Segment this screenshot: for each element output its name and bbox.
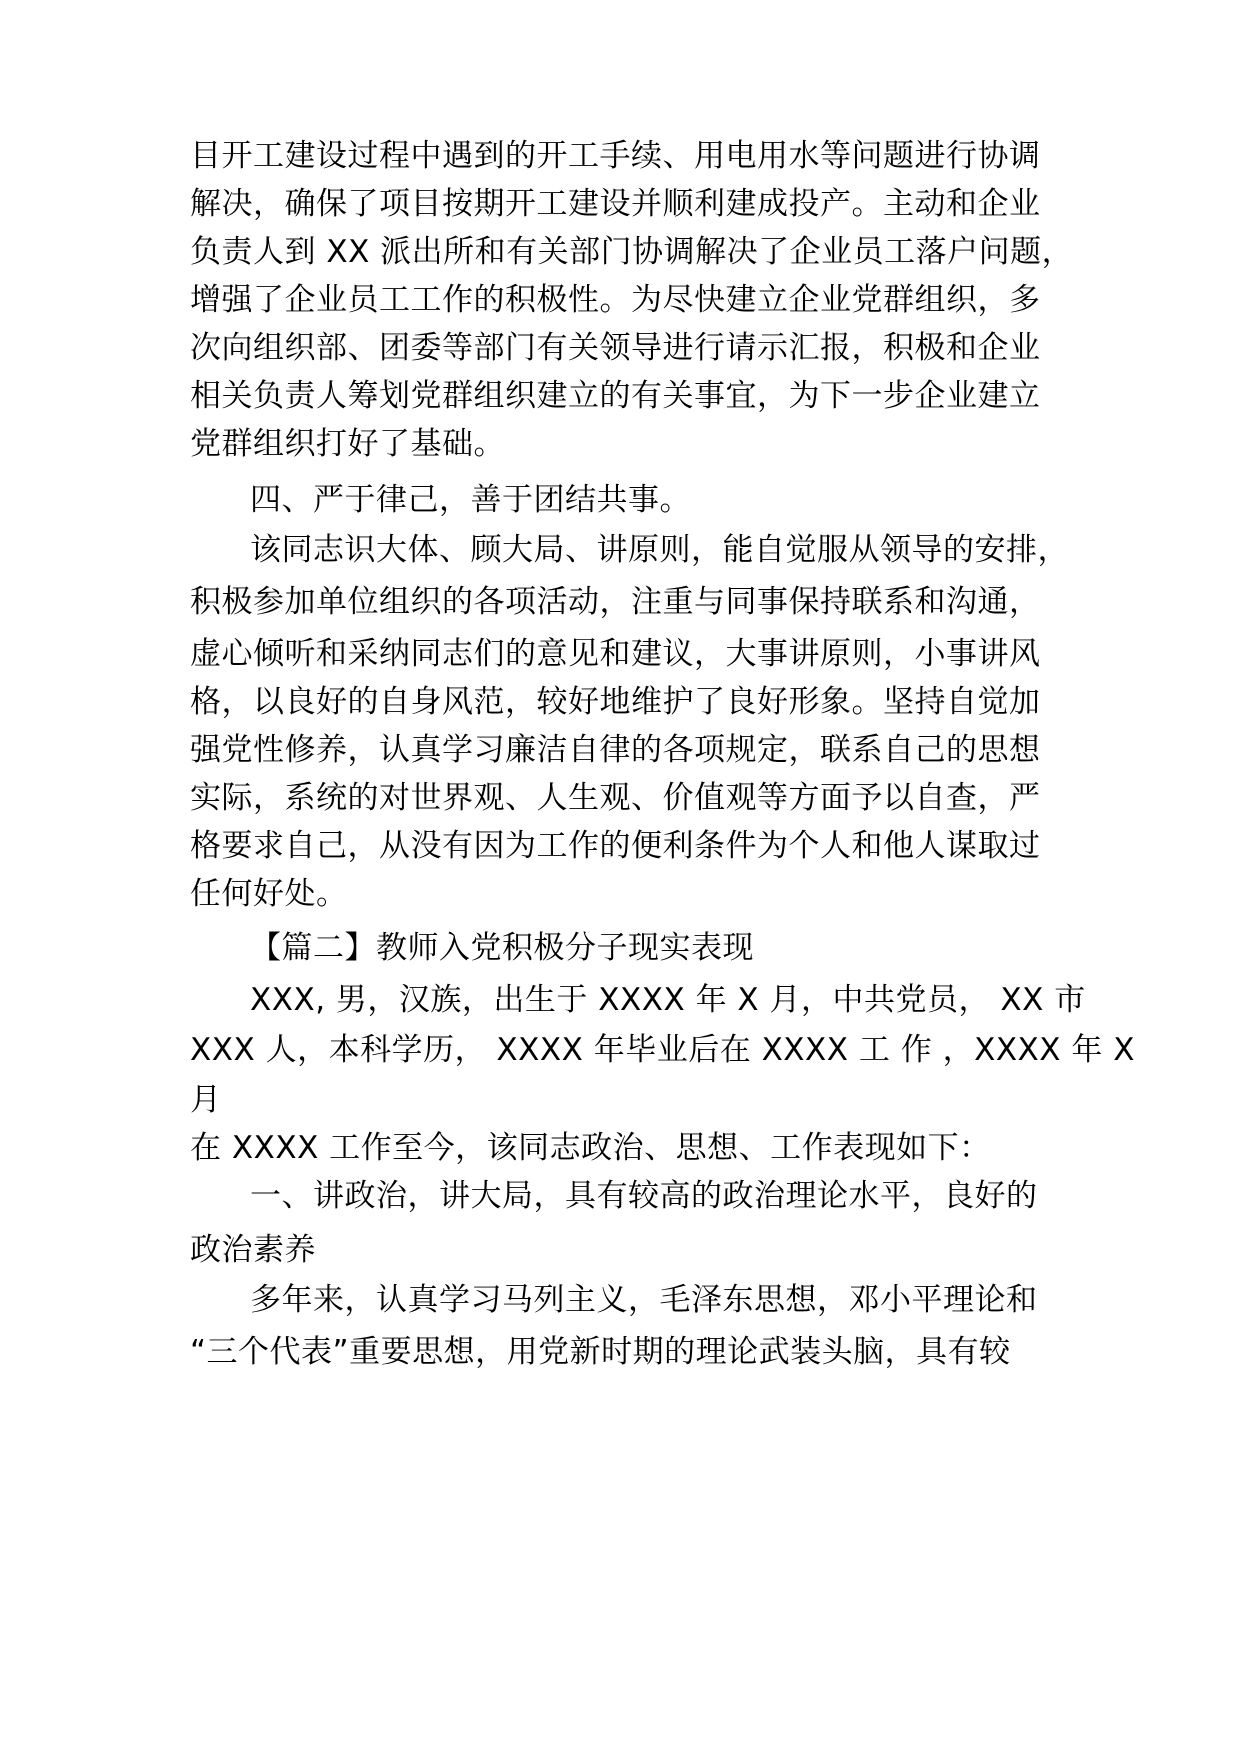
text-line: 任何好处。 (190, 876, 348, 912)
text-line: 次向组织部、团委等部门有关领导进行请示汇报，积极和企业 (190, 330, 1041, 366)
text-line: 该同志识大体、顾大局、讲原则，能自觉服从领导的安排， (250, 532, 1069, 568)
text-line: 虚心倾听和采纳同志们的意见和建议，大事讲原则，小事讲风 (190, 636, 1041, 672)
text-line: 党群组织打好了基础。 (190, 426, 505, 462)
section-heading: 四、严于律己，善于团结共事。 (250, 482, 691, 518)
text-line: 格要求自己，从没有因为工作的便利条件为个人和他人谋取过 (190, 828, 1041, 864)
article-title: 【篇二】教师入党积极分子现实表现 (250, 930, 754, 966)
text-line: 解决，确保了项目按期开工建设并顺利建成投产。主动和企业 (190, 186, 1041, 222)
text-line: 增强了企业员工工作的积极性。为尽快建立企业党群组织，多 (190, 282, 1041, 318)
text-line: 负责人到 XX 派出所和有关部门协调解决了企业员工落户问题， (190, 234, 1074, 270)
text-line: 月 (190, 1082, 222, 1118)
text-line: 实际，系统的对世界观、人生观、价值观等方面予以自查，严 (190, 780, 1041, 816)
section-heading-continued: 政治素养 (190, 1232, 316, 1268)
text-line: 多年来，认真学习马列主义，毛泽东思想，邓小平理论和 (250, 1282, 1038, 1318)
text-line: 在 XXXX 工作至今，该同志政治、思想、工作表现如下： (190, 1130, 991, 1166)
text-line: XXX 人，本科学历， XXXX 年毕业后在 XXXX 工 作 ，XXXX 年 X (190, 1032, 1135, 1068)
text-line: “三个代表”重要思想，用党新时期的理论武装头脑，具有较 (190, 1334, 1011, 1370)
section-heading: 一、讲政治，讲大局，具有较高的政治理论水平，良好的 (250, 1178, 1038, 1214)
text-line: 相关负责人筹划党群组织建立的有关事宜，为下一步企业建立 (190, 378, 1041, 414)
text-line: 格，以良好的自身风范，较好地维护了良好形象。坚持自觉加 (190, 684, 1041, 720)
text-line: 积极参加单位组织的各项活动，注重与同事保持联系和沟通， (190, 584, 1041, 620)
text-line: XXX, 男，汉族，出生于 XXXX 年 X 月，中共党员， XX 市 (250, 982, 1086, 1018)
text-line: 强党性修养，认真学习廉洁自律的各项规定，联系自己的思想 (190, 732, 1041, 768)
text-line: 目开工建设过程中遇到的开工手续、用电用水等问题进行协调 (190, 138, 1041, 174)
